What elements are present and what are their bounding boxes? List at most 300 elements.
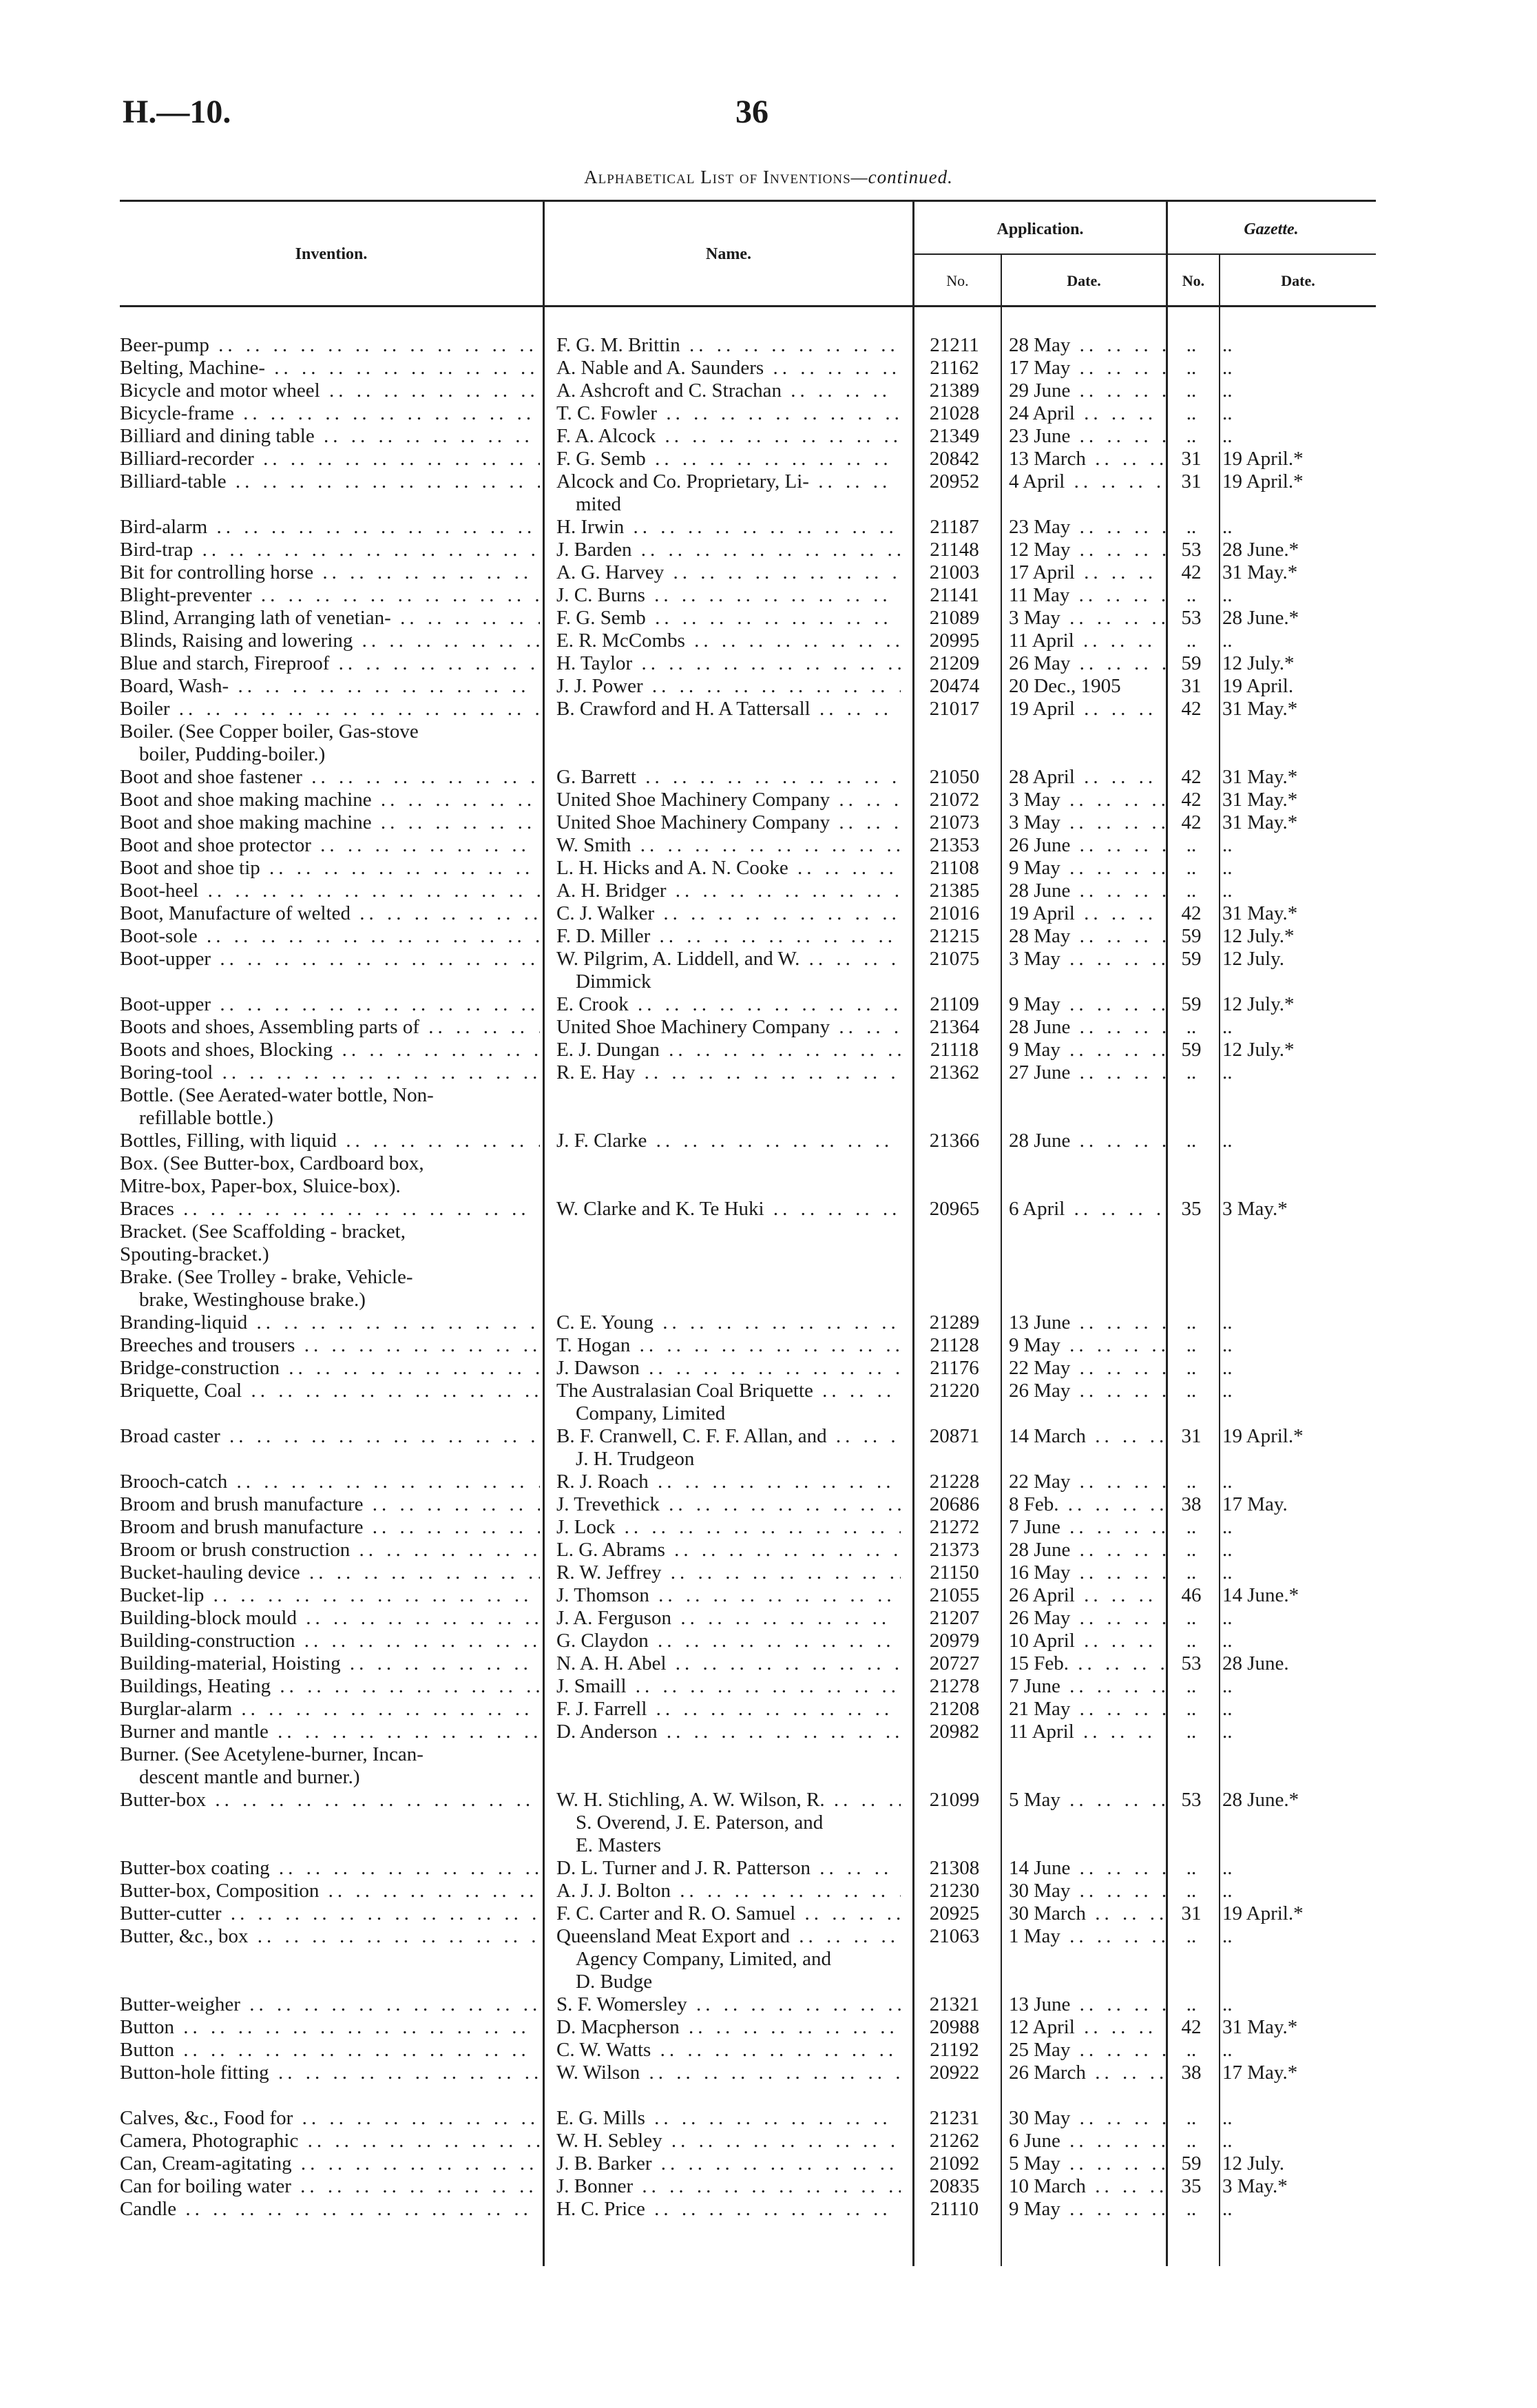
- application-number: 20988: [929, 2016, 980, 2038]
- application-number: 21003: [929, 561, 980, 583]
- application-number: 20979: [929, 1630, 980, 1652]
- gazette-date: 19 April.*: [1222, 448, 1304, 470]
- table-row: [0, 1971, 1537, 1993]
- name-cell: E. Masters: [576, 1834, 662, 1856]
- application-date: 30 May .. ..: [1009, 2107, 1167, 2130]
- gazette-date: 12 July.*: [1222, 652, 1295, 674]
- application-date: 25 May .. ..: [1009, 2039, 1167, 2062]
- invention-cell: Boot-sole .. ..: [120, 925, 540, 948]
- gazette-number: ..: [1186, 1471, 1197, 1493]
- application-number: 21092: [929, 2152, 980, 2175]
- invention-cell: Butter-box coating .. ..: [120, 1857, 540, 1880]
- gazette-date: 12 July.: [1222, 2152, 1284, 2175]
- table-row: [0, 993, 1537, 1016]
- name-cell: J. Trevethick .. ..: [556, 1493, 901, 1516]
- table-row: [0, 630, 1537, 652]
- application-date: 5 May .. ..: [1009, 2152, 1167, 2175]
- application-number: 20925: [929, 1902, 980, 1924]
- table-row: [0, 811, 1537, 834]
- invention-cell: Broom and brush manufacture .. ..: [120, 1516, 540, 1539]
- application-number: 21308: [929, 1857, 980, 1879]
- application-number: 21364: [929, 1016, 980, 1038]
- application-date: 3 May .. ..: [1009, 789, 1167, 811]
- invention-cell: Boiler .. ..: [120, 698, 540, 720]
- table-row: [0, 743, 1537, 766]
- gazette-number: 31: [1181, 470, 1202, 492]
- invention-cell: Burner. (See Acetylene-burner, Incan-: [120, 1743, 424, 1765]
- gazette-number: 38: [1181, 2062, 1202, 2084]
- invention-cell: Camera, Photographic .. ..: [120, 2130, 540, 2152]
- header-invention: Invention.: [295, 245, 368, 263]
- gazette-date: ..: [1222, 1471, 1233, 1493]
- application-date: 26 May .. ..: [1009, 652, 1167, 675]
- table-row: [0, 1516, 1537, 1539]
- table-row: [0, 1221, 1537, 1243]
- table-row: [0, 2062, 1537, 2084]
- gazette-number: 35: [1181, 2175, 1202, 2197]
- header-app-no: No.: [946, 272, 969, 289]
- gazette-date: ..: [1222, 425, 1233, 447]
- invention-cell: Belting, Machine- .. ..: [120, 357, 540, 380]
- invention-cell: Blind, Arranging lath of venetian- .. ..: [120, 607, 540, 630]
- name-cell: J. F. Clarke .. ..: [556, 1130, 901, 1152]
- name-cell: J. H. Trudgeon: [576, 1448, 695, 1470]
- application-date: 22 May .. ..: [1009, 1357, 1167, 1380]
- table-row: [0, 789, 1537, 811]
- application-date: 26 June .. ..: [1009, 834, 1167, 857]
- application-date: 9 May .. ..: [1009, 1334, 1167, 1357]
- application-number: 20842: [929, 448, 980, 470]
- gazette-date: 17 May.: [1222, 1493, 1288, 1515]
- name-cell: S. F. Womersley .. ..: [556, 1993, 901, 2016]
- invention-cell: refillable bottle.): [139, 1107, 273, 1129]
- application-date: 23 June .. ..: [1009, 425, 1167, 448]
- gazette-date: ..: [1222, 880, 1233, 902]
- name-cell: F. C. Carter and R. O. Samuel .. ..: [556, 1902, 901, 1925]
- gazette-number: ..: [1186, 1630, 1197, 1652]
- application-date: 30 March .. ..: [1009, 1902, 1167, 1925]
- name-cell: H. C. Price .. ..: [556, 2198, 901, 2221]
- table-row: [0, 1380, 1537, 1402]
- gazette-date: ..: [1222, 334, 1233, 356]
- application-number: 21073: [929, 811, 980, 833]
- gazette-date: 31 May.*: [1222, 698, 1298, 720]
- gazette-number: 59: [1181, 2152, 1202, 2175]
- application-number: 21110: [930, 2198, 979, 2220]
- gazette-date: 31 May.*: [1222, 789, 1298, 811]
- gazette-date: ..: [1222, 2198, 1233, 2220]
- name-cell: J. Smaill .. ..: [556, 1675, 901, 1698]
- application-date: 20 Dec., 1905: [1009, 675, 1121, 697]
- application-date: 29 June .. ..: [1009, 380, 1167, 402]
- gazette-date: 12 July.*: [1222, 925, 1295, 947]
- application-number: 21389: [929, 380, 980, 402]
- name-cell: W. Wilson .. ..: [556, 2062, 901, 2084]
- application-date: 23 May .. ..: [1009, 516, 1167, 539]
- gazette-date: ..: [1222, 1675, 1233, 1697]
- table-row: [0, 1130, 1537, 1152]
- name-cell: L. H. Hicks and A. N. Cooke .. ..: [556, 857, 901, 880]
- application-date: 3 May .. ..: [1009, 948, 1167, 971]
- gazette-date: ..: [1222, 1630, 1233, 1652]
- name-cell: H. Irwin .. ..: [556, 516, 901, 539]
- name-cell: W. Pilgrim, A. Liddell, and W. .. ..: [556, 948, 901, 971]
- table-row: [0, 425, 1537, 448]
- application-date: 11 May .. ..: [1009, 584, 1167, 607]
- table-row: [0, 857, 1537, 880]
- gazette-number: 42: [1181, 766, 1202, 788]
- gazette-date: 31 May.*: [1222, 811, 1298, 833]
- application-date: 16 May .. ..: [1009, 1561, 1167, 1584]
- application-number: 20835: [929, 2175, 980, 2197]
- gazette-number: 42: [1181, 698, 1202, 720]
- name-cell: E. J. Dungan .. ..: [556, 1039, 901, 1061]
- name-cell: L. G. Abrams .. ..: [556, 1539, 901, 1561]
- gazette-date: 31 May.*: [1222, 2016, 1298, 2038]
- table-row: [0, 357, 1537, 380]
- table-row: [0, 402, 1537, 425]
- application-date: 13 June .. ..: [1009, 1993, 1167, 2016]
- application-number: 21075: [929, 948, 980, 970]
- application-date: 7 June .. ..: [1009, 1675, 1167, 1698]
- header-app-date: Date.: [1067, 272, 1101, 289]
- name-cell: T. C. Fowler .. ..: [556, 402, 901, 425]
- table-row: [0, 1948, 1537, 1971]
- gazette-number: 53: [1181, 1652, 1202, 1674]
- gazette-number: ..: [1186, 1925, 1197, 1947]
- gazette-date: ..: [1222, 1993, 1233, 2015]
- application-number: 21109: [930, 993, 979, 1015]
- invention-cell: Butter-box, Composition .. ..: [120, 1880, 540, 1902]
- gazette-number: ..: [1186, 1130, 1197, 1152]
- table-row: [0, 1902, 1537, 1925]
- name-cell: E. R. McCombs .. ..: [556, 630, 901, 652]
- invention-cell: Briquette, Coal .. ..: [120, 1380, 540, 1402]
- table-row: [0, 1039, 1537, 1061]
- application-date: 26 May .. ..: [1009, 1607, 1167, 1630]
- table-row: [0, 1993, 1537, 2016]
- invention-cell: Boot-upper .. ..: [120, 993, 540, 1016]
- gazette-number: 59: [1181, 652, 1202, 674]
- application-number: 20982: [929, 1721, 980, 1743]
- invention-cell: Brake. (See Trolley - brake, Vehicle-: [120, 1266, 413, 1288]
- invention-cell: boiler, Pudding-boiler.): [139, 743, 326, 765]
- invention-cell: Button .. ..: [120, 2016, 540, 2039]
- application-number: 21321: [929, 1993, 980, 2015]
- invention-cell: Buildings, Heating .. ..: [120, 1675, 540, 1698]
- application-number: 21099: [929, 1789, 980, 1811]
- gazette-number: ..: [1186, 1857, 1197, 1879]
- invention-cell: Button-hole fitting .. ..: [120, 2062, 540, 2084]
- application-date: 6 June .. ..: [1009, 2130, 1167, 2152]
- name-cell: J. Thomson .. ..: [556, 1584, 901, 1607]
- application-date: 22 May .. ..: [1009, 1471, 1167, 1493]
- gazette-date: 3 May.*: [1222, 2175, 1288, 2197]
- table-row: [0, 1289, 1537, 1311]
- gazette-number: ..: [1186, 1334, 1197, 1356]
- application-number: 21230: [929, 1880, 980, 1902]
- gazette-date: 31 May.*: [1222, 766, 1298, 788]
- application-date: 12 May .. ..: [1009, 539, 1167, 561]
- table-row: [0, 1925, 1537, 1948]
- gazette-date: 28 June.*: [1222, 1789, 1299, 1811]
- application-number: 21262: [929, 2130, 980, 2152]
- gazette-date: ..: [1222, 1539, 1233, 1561]
- application-date: 28 May .. ..: [1009, 334, 1167, 357]
- application-number: 21272: [929, 1516, 980, 1538]
- application-date: 3 May .. ..: [1009, 811, 1167, 834]
- gazette-number: 31: [1181, 1425, 1202, 1447]
- gazette-number: ..: [1186, 1311, 1197, 1333]
- name-cell: G. Claydon .. ..: [556, 1630, 901, 1652]
- table-row: [0, 1243, 1537, 1266]
- table-row: [0, 971, 1537, 993]
- table-row: [0, 607, 1537, 630]
- name-cell: F. D. Miller .. ..: [556, 925, 901, 948]
- gazette-date: ..: [1222, 1721, 1233, 1743]
- invention-cell: Boot and shoe fastener .. ..: [120, 766, 540, 789]
- name-cell: F. G. Semb .. ..: [556, 448, 901, 470]
- application-number: 21128: [930, 1334, 979, 1356]
- table-row: [0, 948, 1537, 971]
- invention-cell: Bird-trap .. ..: [120, 539, 540, 561]
- application-number: 21108: [930, 857, 979, 879]
- table-row: [0, 1857, 1537, 1880]
- gazette-date: ..: [1222, 1380, 1233, 1402]
- table-row: [0, 1152, 1537, 1175]
- name-cell: T. Hogan .. ..: [556, 1334, 901, 1357]
- table-row: [0, 516, 1537, 539]
- table-row: [0, 1721, 1537, 1743]
- application-date: 10 April .. ..: [1009, 1630, 1167, 1652]
- page-number: 36: [735, 94, 768, 130]
- table-row: [0, 902, 1537, 925]
- gazette-number: ..: [1186, 1016, 1197, 1038]
- invention-cell: Bicycle-frame .. ..: [120, 402, 540, 425]
- application-number: 21016: [929, 902, 980, 924]
- gazette-date: ..: [1222, 380, 1233, 402]
- invention-cell: Breeches and trousers .. ..: [120, 1334, 540, 1357]
- invention-cell: Bicycle and motor wheel .. ..: [120, 380, 540, 402]
- application-number: 21373: [929, 1539, 980, 1561]
- application-number: 21353: [929, 834, 980, 856]
- application-date: 24 April .. ..: [1009, 402, 1167, 425]
- invention-cell: Button .. ..: [120, 2039, 540, 2062]
- gazette-number: ..: [1186, 2107, 1197, 2129]
- table-row: [0, 766, 1537, 789]
- gazette-number: ..: [1186, 1698, 1197, 1720]
- gazette-number: ..: [1186, 1539, 1197, 1561]
- gazette-date: ..: [1222, 584, 1233, 606]
- table-row: [0, 2016, 1537, 2039]
- table-row: [0, 1198, 1537, 1221]
- table-row: [0, 1584, 1537, 1607]
- gazette-date: ..: [1222, 1061, 1233, 1083]
- gazette-number: ..: [1186, 1061, 1197, 1083]
- application-date: 28 May .. ..: [1009, 925, 1167, 948]
- invention-cell: Bit for controlling horse .. ..: [120, 561, 540, 584]
- gazette-number: ..: [1186, 1561, 1197, 1584]
- gazette-date: 19 April.*: [1222, 1902, 1304, 1924]
- gazette-date: 31 May.*: [1222, 902, 1298, 924]
- gazette-date: ..: [1222, 516, 1233, 538]
- table-row: [0, 1834, 1537, 1857]
- table-row: [0, 493, 1537, 516]
- gazette-date: ..: [1222, 1334, 1233, 1356]
- invention-cell: Candle .. ..: [120, 2198, 540, 2221]
- gazette-date: 31 May.*: [1222, 561, 1298, 583]
- application-date: 9 May .. ..: [1009, 857, 1167, 880]
- gazette-number: 31: [1181, 448, 1202, 470]
- invention-cell: Brooch-catch .. ..: [120, 1471, 540, 1493]
- gazette-date: 28 June.*: [1222, 607, 1299, 629]
- gazette-date: 12 July.*: [1222, 993, 1295, 1015]
- name-cell: A. H. Bridger .. ..: [556, 880, 901, 902]
- application-date: 3 May .. ..: [1009, 607, 1167, 630]
- invention-cell: Board, Wash- .. ..: [120, 675, 540, 698]
- application-date: 26 April .. ..: [1009, 1584, 1167, 1607]
- name-cell: J. Barden .. ..: [556, 539, 901, 561]
- application-date: 11 April .. ..: [1009, 630, 1167, 652]
- name-cell: R. W. Jeffrey .. ..: [556, 1561, 901, 1584]
- name-cell: Alcock and Co. Proprietary, Li- .. ..: [556, 470, 901, 493]
- table-row: [0, 1448, 1537, 1471]
- gazette-date: 28 June.*: [1222, 539, 1299, 561]
- application-number: 20965: [929, 1198, 980, 1220]
- table-row: [0, 2084, 1537, 2107]
- invention-cell: Boot, Manufacture of welted .. ..: [120, 902, 540, 925]
- name-cell: F. G. M. Brittin .. ..: [556, 334, 901, 357]
- name-cell: A. G. Harvey .. ..: [556, 561, 901, 584]
- invention-cell: Beer-pump .. ..: [120, 334, 540, 357]
- name-cell: Queensland Meat Export and .. ..: [556, 1925, 901, 1948]
- gazette-number: ..: [1186, 1380, 1197, 1402]
- table-row: [0, 1175, 1537, 1198]
- table-row: [0, 1880, 1537, 1902]
- application-date: 1 May .. ..: [1009, 1925, 1167, 1948]
- invention-cell: Billiard and dining table .. ..: [120, 425, 540, 448]
- table-row: [0, 2152, 1537, 2175]
- invention-cell: Billiard-recorder .. ..: [120, 448, 540, 470]
- gazette-date: ..: [1222, 1561, 1233, 1584]
- gazette-number: ..: [1186, 1880, 1197, 1902]
- invention-cell: Butter-cutter .. ..: [120, 1902, 540, 1925]
- invention-cell: descent mantle and burner.): [139, 1766, 360, 1788]
- application-date: 28 June .. ..: [1009, 880, 1167, 902]
- invention-cell: Calves, &c., Food for .. ..: [120, 2107, 540, 2130]
- application-number: 20952: [929, 470, 980, 492]
- table-row: [0, 1675, 1537, 1698]
- gazette-number: 38: [1181, 1493, 1202, 1515]
- application-number: 20686: [929, 1493, 980, 1515]
- name-cell: J. B. Barker .. ..: [556, 2152, 901, 2175]
- application-date: 9 May .. ..: [1009, 1039, 1167, 1061]
- name-cell: D. L. Turner and J. R. Patterson .. ..: [556, 1857, 901, 1880]
- name-cell: W. H. Sebley .. ..: [556, 2130, 901, 2152]
- table-row: [0, 834, 1537, 857]
- name-cell: D. Macpherson .. ..: [556, 2016, 901, 2039]
- invention-cell: Boots and shoes, Assembling parts of .. ..: [120, 1016, 540, 1039]
- name-cell: J. Lock .. ..: [556, 1516, 901, 1539]
- application-date: 30 May .. ..: [1009, 1880, 1167, 1902]
- name-cell: R. E. Hay .. ..: [556, 1061, 901, 1084]
- invention-cell: brake, Westinghouse brake.): [139, 1289, 366, 1311]
- gazette-number: 59: [1181, 948, 1202, 970]
- invention-cell: Bottle. (See Aerated-water bottle, Non-: [120, 1084, 434, 1106]
- table-row: [0, 1607, 1537, 1630]
- name-cell: N. A. H. Abel .. ..: [556, 1652, 901, 1675]
- application-date: 27 June .. ..: [1009, 1061, 1167, 1084]
- table-row: [0, 1789, 1537, 1812]
- gazette-date: ..: [1222, 1925, 1233, 1947]
- name-cell: S. Overend, J. E. Paterson, and: [576, 1812, 824, 1834]
- name-cell: United Shoe Machinery Company .. ..: [556, 789, 901, 811]
- application-number: 21215: [929, 925, 980, 947]
- header-gaz-date: Date.: [1281, 272, 1315, 289]
- gazette-date: ..: [1222, 1607, 1233, 1629]
- application-date: 28 April .. ..: [1009, 766, 1167, 789]
- application-date: 26 March .. ..: [1009, 2062, 1167, 2084]
- name-cell: J. A. Ferguson .. ..: [556, 1607, 901, 1630]
- invention-cell: Bracket. (See Scaffolding - bracket,: [120, 1221, 406, 1243]
- table-row: [0, 1107, 1537, 1130]
- application-number: 21362: [929, 1061, 980, 1083]
- gazette-date: ..: [1222, 1311, 1233, 1333]
- header-gazette: Gazette.: [1244, 220, 1299, 238]
- table-row: [0, 675, 1537, 698]
- name-cell: C. J. Walker .. ..: [556, 902, 901, 925]
- name-cell: J. J. Power .. ..: [556, 675, 901, 698]
- gazette-number: ..: [1186, 380, 1197, 402]
- name-cell: The Australasian Coal Briquette .. ..: [556, 1380, 901, 1402]
- application-number: 20474: [929, 675, 980, 697]
- table-row: [0, 698, 1537, 720]
- gazette-number: ..: [1186, 402, 1197, 424]
- table-row: [0, 1630, 1537, 1652]
- application-number: 21211: [930, 334, 979, 356]
- gazette-number: 31: [1181, 1902, 1202, 1924]
- gazette-date: ..: [1222, 630, 1233, 652]
- application-date: 19 April .. ..: [1009, 698, 1167, 720]
- invention-cell: Bottles, Filling, with liquid .. ..: [120, 1130, 540, 1152]
- gazette-date: ..: [1222, 1857, 1233, 1879]
- invention-cell: Boot and shoe tip .. ..: [120, 857, 540, 880]
- name-cell: A. J. J. Bolton .. ..: [556, 1880, 901, 1902]
- application-date: 5 May .. ..: [1009, 1789, 1167, 1812]
- invention-cell: Butter-weigher .. ..: [120, 1993, 540, 2016]
- header-application: Application.: [996, 220, 1084, 238]
- gazette-number: ..: [1186, 880, 1197, 902]
- invention-cell: Boot and shoe making machine .. ..: [120, 811, 540, 834]
- page-code: H.—10.: [123, 94, 231, 130]
- gazette-date: 14 June.*: [1222, 1584, 1299, 1606]
- gazette-number: ..: [1186, 1721, 1197, 1743]
- table-row: [0, 1652, 1537, 1675]
- application-number: 21366: [929, 1130, 980, 1152]
- application-number: 21063: [929, 1925, 980, 1947]
- table-row: [0, 470, 1537, 493]
- invention-cell: Blue and starch, Fireproof .. ..: [120, 652, 540, 675]
- application-number: 21208: [929, 1698, 980, 1720]
- invention-cell: Burglar-alarm .. ..: [120, 1698, 540, 1721]
- gazette-number: 59: [1181, 993, 1202, 1015]
- gazette-number: ..: [1186, 425, 1197, 447]
- gazette-date: 17 May.*: [1222, 2062, 1298, 2084]
- page-title: Alphabetical List of Inventions—continued.: [584, 167, 953, 187]
- application-number: 21089: [929, 607, 980, 629]
- gazette-number: 42: [1181, 789, 1202, 811]
- application-date: 19 April .. ..: [1009, 902, 1167, 925]
